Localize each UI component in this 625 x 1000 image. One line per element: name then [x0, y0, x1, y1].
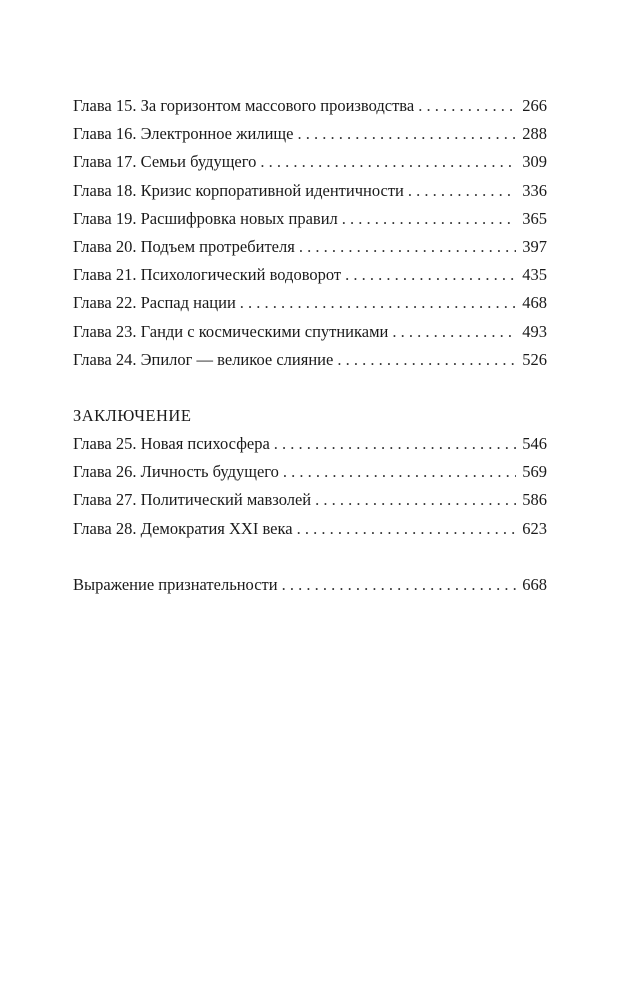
toc-entry-page: 309 — [522, 152, 547, 172]
toc-entry[interactable] — [73, 318, 547, 346]
table-of-contents — [73, 92, 547, 599]
toc-entry-page: 365 — [522, 208, 547, 228]
toc-entry-title: Глава 24. Эпилог — великое слияние — [73, 349, 334, 369]
toc-entry[interactable] — [73, 261, 547, 289]
toc-entry-page: 266 — [522, 96, 547, 115]
toc-entry-page: 493 — [522, 321, 547, 341]
toc-entry[interactable] — [73, 233, 547, 261]
toc-entry-page: 397 — [522, 236, 547, 256]
toc-entry-title: Глава 16. Электронное жилище — [73, 124, 294, 144]
toc-leader-dots — [342, 205, 516, 233]
section-heading-conclusion: ЗАКЛЮЧЕНИЕ — [73, 405, 192, 425]
section-spacer — [73, 543, 547, 571]
toc-entry-acknowledgements[interactable] — [73, 571, 547, 599]
toc-entry-title: Глава 21. Психологический водоворот — [73, 265, 342, 285]
toc-entry[interactable] — [73, 430, 547, 458]
toc-entry-page: 586 — [522, 490, 547, 510]
toc-entry[interactable] — [73, 515, 547, 543]
section-spacer — [73, 374, 547, 402]
toc-entry-title: Глава 28. Демократия XXI века — [73, 518, 293, 538]
toc-entry-page: 569 — [522, 462, 547, 482]
toc-leader-dots — [299, 233, 516, 261]
toc-entry[interactable] — [73, 120, 547, 148]
toc-entry-title: Глава 19. Расшифровка новых правил — [73, 208, 338, 228]
toc-leader-dots — [274, 430, 516, 458]
toc-leader-dots — [240, 289, 516, 317]
toc-leader-dots — [315, 486, 516, 514]
toc-entry-title: Глава 17. Семьи будущего — [73, 152, 257, 172]
toc-entry[interactable] — [73, 486, 547, 514]
toc-leader-dots — [392, 318, 516, 346]
toc-entry-title: Выражение признательности — [73, 574, 278, 594]
toc-leader-dots — [408, 177, 516, 205]
toc-leader-dots — [418, 92, 516, 120]
toc-leader-dots — [260, 148, 516, 176]
toc-entry[interactable] — [73, 205, 547, 233]
toc-entry[interactable] — [73, 346, 547, 374]
toc-entry-title: Глава 20. Подъем протребителя — [73, 236, 295, 256]
toc-entry[interactable] — [73, 289, 547, 317]
toc-entry-title: Глава 26. Личность будущего — [73, 462, 279, 482]
toc-entry-page: 546 — [522, 434, 547, 454]
toc-entry-title: Глава 23. Ганди с космическими спутниками — [73, 321, 389, 341]
toc-leader-dots — [297, 515, 517, 543]
toc-leader-dots — [297, 120, 516, 148]
toc-entry-title: Глава 25. Новая психосфера — [73, 434, 270, 454]
toc-entry-page: 526 — [522, 349, 547, 369]
toc-entry-title: Глава 15. За горизонтом массового производства — [73, 96, 415, 115]
toc-leader-dots — [337, 346, 516, 374]
toc-entry-page: 668 — [522, 574, 547, 594]
toc-leader-dots — [283, 458, 516, 486]
toc-entry-page: 288 — [522, 124, 547, 144]
toc-entry[interactable] — [73, 177, 547, 205]
toc-entry-page: 623 — [522, 518, 547, 538]
toc-entry[interactable] — [73, 148, 547, 176]
toc-entry-title: Глава 27. Политический мавзолей — [73, 490, 312, 510]
toc-entry-page: 435 — [522, 265, 547, 285]
toc-entry-title: Глава 18. Кризис корпоративной идентичности — [73, 180, 404, 200]
toc-entry[interactable] — [73, 92, 547, 120]
toc-entry-title: Глава 22. Распад нации — [73, 293, 236, 313]
toc-entry-page: 336 — [522, 180, 547, 200]
toc-leader-dots — [345, 261, 516, 289]
toc-entry[interactable] — [73, 458, 547, 486]
toc-entry-page: 468 — [522, 293, 547, 313]
toc-leader-dots — [282, 571, 517, 599]
